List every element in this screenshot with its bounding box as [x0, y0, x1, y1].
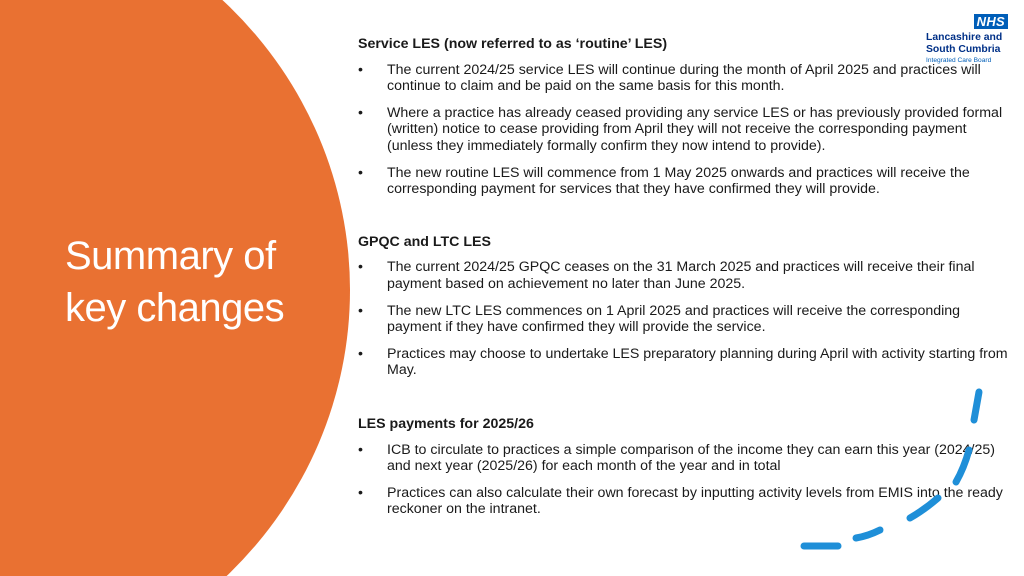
bullet-marker: •	[358, 104, 363, 121]
bullet-marker: •	[358, 259, 363, 276]
dash-segment	[856, 530, 880, 538]
dash-segment	[974, 392, 979, 420]
bullet-marker: •	[358, 441, 363, 458]
list-item-text: ICB to circulate to practices a simple comparison of the income they can earn this year (2024/25) and next year (2025/26) for each month of the year and in total	[387, 441, 995, 475]
logo-org-line-1: Lancashire and	[926, 32, 1003, 43]
list-item-text: Where a practice has already ceased providing any service LES or has previously provided formal (written) notice to cease providing from April they will not receive the corresponding payment (unless they immediately formally confirm they now intend to provide).	[387, 104, 1003, 154]
section-heading: LES payments for 2025/26	[358, 415, 534, 432]
section-heading: GPQC and LTC LES	[358, 233, 491, 250]
bullet-marker: •	[358, 164, 363, 181]
dash-segment	[956, 450, 969, 482]
title-line-2: key changes	[65, 286, 285, 330]
nhs-badge: NHS	[974, 14, 1008, 29]
list-item-text: The new LTC LES commences on 1 April 2025 and practices will receive the corresponding payment if they have confirmed they will provide the service.	[387, 302, 961, 336]
bullet-marker: •	[358, 302, 363, 319]
dash-segment	[910, 498, 938, 518]
dash-group	[804, 392, 979, 546]
bullet-marker: •	[358, 61, 363, 78]
list-item-text: Practices can also calculate their own forecast by inputting activity levels from EMIS into the ready reckoner on the intranet.	[387, 484, 1003, 518]
logo-org-line-2: South Cumbria	[926, 43, 1001, 55]
title-line-1: Summary of	[65, 234, 276, 278]
logo-org-line-3: Integrated Care Board	[926, 56, 992, 64]
bullet-marker: •	[358, 484, 363, 501]
section-heading: Service LES (now referred to as ‘routine’ LES)	[358, 36, 668, 52]
list-item-text: The new routine LES will commence from 1 May 2025 onwards and practices will receive the corresponding payment for services that they have confirmed they will provide.	[387, 164, 970, 198]
bullet-marker: •	[358, 345, 363, 362]
list-item-text: Practices may choose to undertake LES preparatory planning during April with activity starting from May.	[387, 345, 1008, 379]
list-item-text: The current 2024/25 service LES will continue during the month of April 2025 and practices will continue to claim and be paid on the same basis for this month.	[387, 61, 981, 95]
list-item-text: The current 2024/25 GPQC ceases on the 31 March 2025 and practices will receive their final payment based on achievement no later than June 2025.	[387, 259, 975, 292]
